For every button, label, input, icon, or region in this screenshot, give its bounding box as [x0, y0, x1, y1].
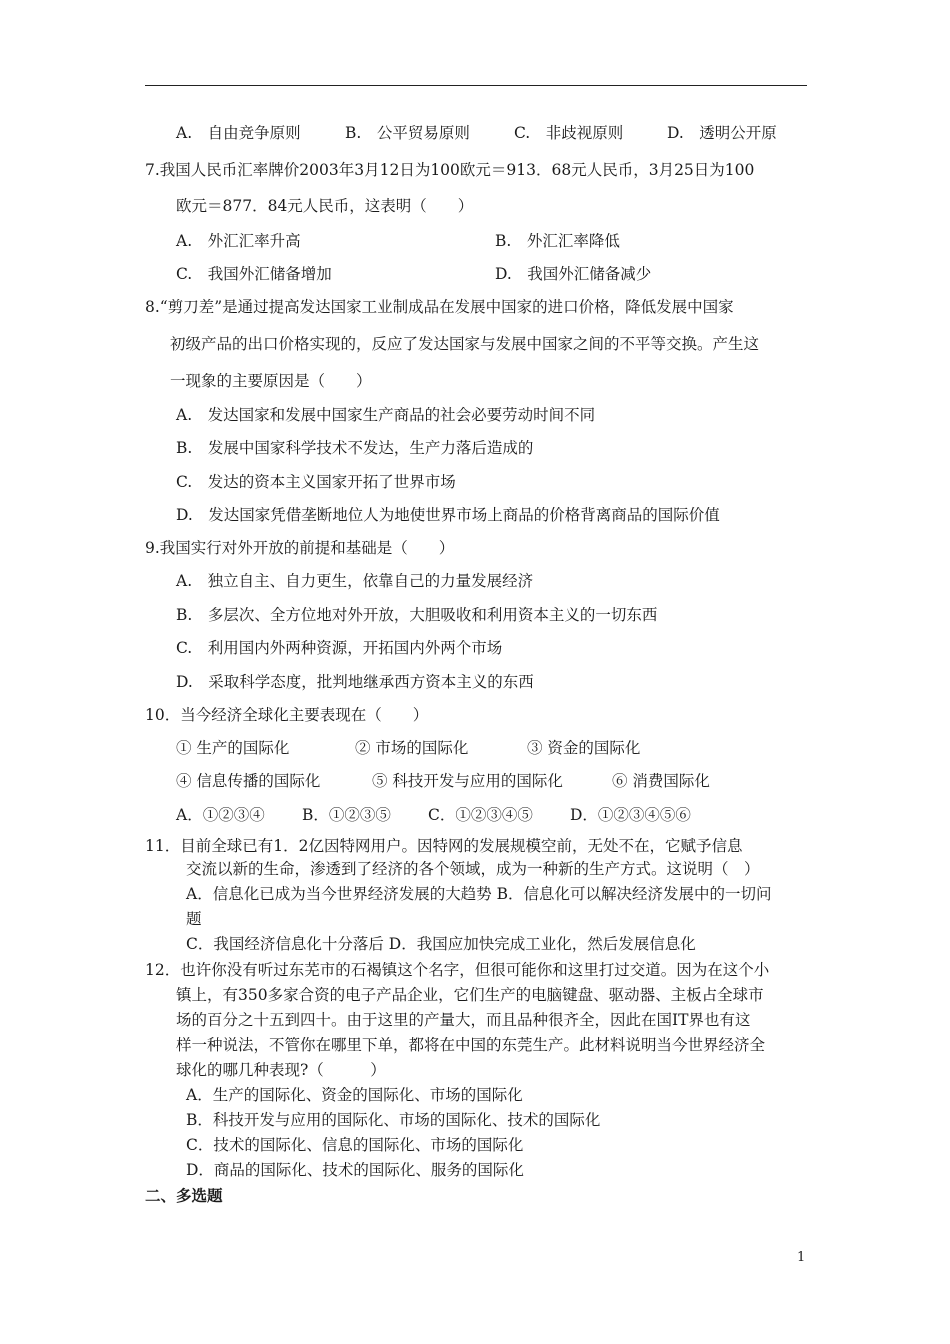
q12-option-d: D．商品的国际化、技术的国际化、服务的国际化: [186, 1161, 524, 1179]
q8-option-d: D. 发达国家凭借垄断地位人为地使世界市场上商品的价格背离商品的国际价值: [176, 506, 720, 524]
q12-stem-line5: 球化的哪几种表现?（ ）: [176, 1061, 386, 1079]
q7-stem-line1: 7.我国人民币汇率牌价2003年3月12日为100欧元＝913．68元人民币，3月25日为100: [145, 161, 755, 179]
q12-stem-line2: 镇上，有350多家合资的电子产品企业，它们生产的电脑键盘、驱动器、主板占全球市: [176, 986, 764, 1004]
q7-option-b: B. 外汇汇率降低: [495, 232, 620, 250]
q7-option-d: D. 我国外汇储备减少: [495, 265, 652, 283]
q12-stem-line3: 场的百分之十五到四十。由于这里的产量大，而且品种很齐全，因此在国IT界也有这: [176, 1011, 751, 1029]
q8-option-a: A. 发达国家和发展中国家生产商品的社会必要劳动时间不同: [176, 406, 596, 424]
q9-option-b: B. 多层次、全方位地对外开放，大胆吸收和利用资本主义的一切东西: [176, 606, 658, 624]
q8-option-b: B. 发展中国家科学技术不发达，生产力落后造成的: [176, 439, 534, 457]
q11-options-cd: C．我国经济信息化十分落后 D．我国应加快完成工业化，然后发展信息化: [186, 935, 696, 953]
header-rule: [145, 85, 807, 86]
q12-stem-line4: 样一种说法，不管你在哪里下单，都将在中国的东莞生产。此材料说明当今世界经济全: [176, 1036, 766, 1054]
q12-option-b: B．科技开发与应用的国际化、市场的国际化、技术的国际化: [186, 1111, 601, 1129]
q10-stem: 10．当今经济全球化主要表现在（ ）: [145, 706, 429, 724]
q10-item-4: ④ 信息传播的国际化: [176, 772, 321, 790]
q7-option-c: C. 我国外汇储备增加: [176, 265, 332, 283]
section-heading-multiple-choice: 二、多选题: [145, 1187, 223, 1205]
q9-option-a: A. 独立自主、自力更生，依靠自己的力量发展经济: [176, 572, 534, 590]
q6-option-b: B. 公平贸易原则: [345, 124, 470, 142]
q12-stem-line1: 12．也许你没有听过东芜市的石褐镇这个名字，但很可能你和这里打过交道。因为在这个小: [145, 961, 770, 979]
q10-item-6: ⑥ 消费国际化: [612, 772, 710, 790]
q9-stem: 9.我国实行对外开放的前提和基础是（ ）: [145, 539, 455, 557]
q7-option-a: A. 外汇汇率升高: [176, 232, 301, 250]
q6-option-d: D. 透明公开原: [667, 124, 777, 142]
q6-option-c: C. 非歧视原则: [514, 124, 624, 142]
q10-option-b: B．①②③⑤: [302, 806, 391, 824]
q11-stem-line1: 11．目前全球已有1．2亿因特网用户。因特网的发展规模空前，无处不在，它赋予信息: [145, 837, 743, 855]
q8-stem-line3: 一现象的主要原因是（ ）: [170, 372, 372, 390]
q10-item-5: ⑤ 科技开发与应用的国际化: [372, 772, 563, 790]
page-number: 1: [797, 1250, 806, 1265]
q10-item-3: ③ 资金的国际化: [527, 739, 641, 757]
q9-option-d: D. 采取科学态度，批判地继承西方资本主义的东西: [176, 673, 534, 691]
q9-option-c: C. 利用国内外两种资源，开拓国内外两个市场: [176, 639, 503, 657]
q12-option-a: A．生产的国际化、资金的国际化、市场的国际化: [186, 1086, 523, 1104]
q11-options-ab: A．信息化已成为当今世界经济发展的大趋势 B．信息化可以解决经济发展中的一切问: [186, 885, 772, 903]
q7-stem-line2: 欧元＝877．84元人民币，这表明（ ）: [176, 197, 474, 215]
q11-options-ab-wrap: 题: [186, 910, 202, 928]
q11-stem-line2: 交流以新的生命，渗透到了经济的各个领域，成为一种新的生产方式。这说明（ ）: [186, 860, 760, 878]
q8-stem-line2: 初级产品的出口价格实现的，反应了发达国家与发展中国家之间的不平等交换。产生这: [170, 335, 760, 353]
q10-option-d: D．①②③④⑤⑥: [570, 806, 691, 824]
q10-item-1: ① 生产的国际化: [176, 739, 290, 757]
q8-option-c: C. 发达的资本主义国家开拓了世界市场: [176, 473, 456, 491]
q10-option-c: C．①②③④⑤: [428, 806, 533, 824]
q6-option-a: A. 自由竞争原则: [176, 124, 301, 142]
q10-item-2: ② 市场的国际化: [355, 739, 469, 757]
q12-option-c: C．技术的国际化、信息的国际化、市场的国际化: [186, 1136, 524, 1154]
q8-stem-line1: 8.“剪刀差”是通过提高发达国家工业制成品在发展中国家的进口价格，降低发展中国家: [145, 298, 734, 316]
q10-option-a: A．①②③④: [176, 806, 265, 824]
